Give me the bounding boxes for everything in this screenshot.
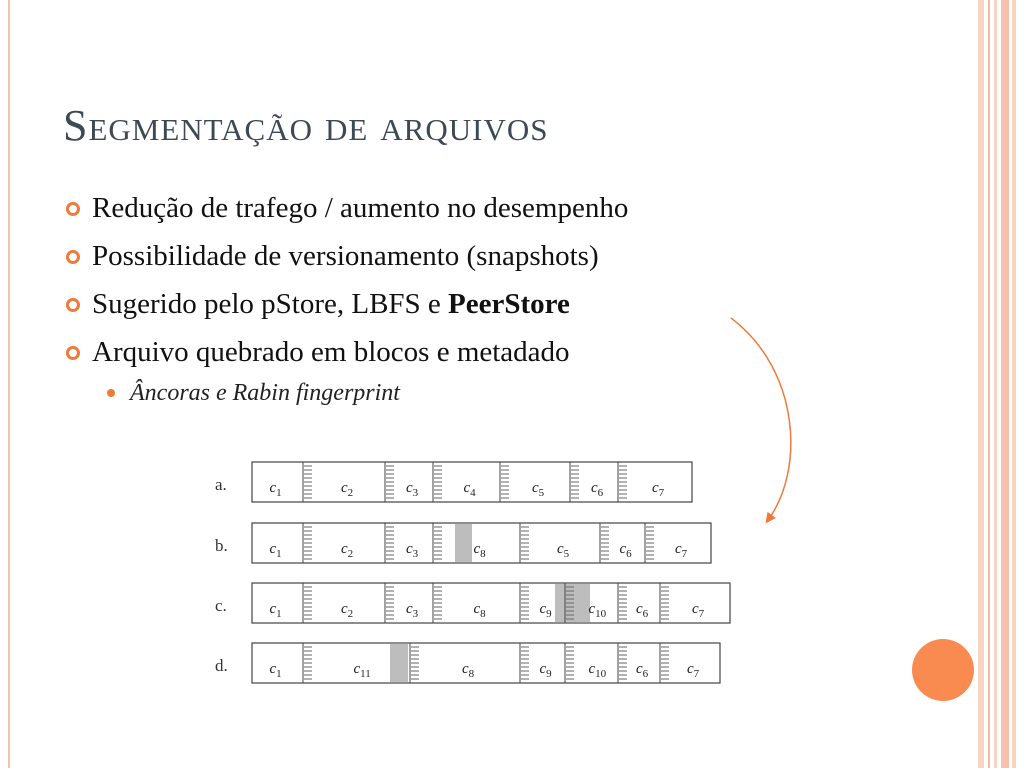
chunk-label: $c_7$ — [692, 601, 705, 620]
chunk-subscript: 2 — [347, 548, 354, 560]
chunk-label: $c_5$ — [532, 480, 545, 499]
changed-region-shade — [390, 644, 408, 682]
chunk-label: $c_8$ — [462, 661, 475, 680]
slide-title: Segmentação de arquivos — [63, 101, 549, 150]
chunk-subscript: 2 — [347, 487, 354, 499]
chunk-label: $c_6$ — [619, 541, 632, 560]
chunk-label: $c_1$ — [269, 541, 282, 560]
chunk-label: $c_9$ — [539, 661, 552, 680]
chunk-label: $c_{10}$ — [588, 661, 607, 680]
chunk-label: $c_3$ — [406, 601, 419, 620]
chunk-label: $c_4$ — [463, 480, 476, 499]
chunk-subscript: 9 — [546, 608, 552, 620]
chunk-label: $c_2$ — [341, 601, 354, 620]
row-frame — [252, 583, 730, 623]
chunk-label: $c_6$ — [636, 601, 649, 620]
peerstore-bold-text: PeerStore — [448, 288, 570, 320]
chunk-subscript: 7 — [693, 668, 700, 680]
chunk-label: $c_1$ — [269, 480, 282, 499]
chunk-label: $c_3$ — [406, 541, 419, 560]
chunk-subscript: 5 — [563, 548, 570, 560]
chunk-label: $c_6$ — [591, 480, 604, 499]
chunk-label: $c_2$ — [341, 480, 354, 499]
chunk-subscript: 3 — [412, 487, 419, 499]
row-frame — [252, 643, 720, 683]
chunk-subscript: 6 — [626, 548, 632, 560]
diagram-row — [215, 583, 730, 623]
bullet-text: Arquivo quebrado em blocos e metadado — [92, 336, 570, 368]
chunk-subscript: 6 — [642, 608, 649, 620]
chunk-subscript: 10 — [595, 668, 607, 680]
chunk-label: $c_7$ — [652, 480, 665, 499]
chunk-subscript: 9 — [546, 668, 552, 680]
chunk-subscript: 1 — [276, 668, 282, 680]
decorative-orange-circle — [912, 639, 974, 701]
chunk-label: $c_8$ — [473, 541, 486, 560]
chunk-label: $c_1$ — [269, 601, 282, 620]
row-label: a. — [215, 475, 227, 494]
chunk-subscript: 1 — [276, 548, 282, 560]
changed-region-shade — [455, 524, 472, 562]
chunk-label: $c_9$ — [539, 601, 552, 620]
chunk-subscript: 1 — [276, 487, 282, 499]
chunk-subscript: 7 — [681, 548, 688, 560]
chunk-label: $c_2$ — [341, 541, 354, 560]
chunk-subscript: 11 — [360, 668, 371, 680]
chunk-subscript: 8 — [480, 548, 486, 560]
chunk-label: $c_5$ — [557, 541, 570, 560]
chunk-label: $c_{11}$ — [353, 661, 371, 680]
annotation-arrow — [731, 318, 791, 520]
chunk-label: $c_8$ — [473, 601, 486, 620]
row-label: d. — [215, 656, 228, 675]
chunk-subscript: 10 — [595, 608, 607, 620]
chunk-label: $c_1$ — [269, 661, 282, 680]
chunk-subscript: 8 — [468, 668, 475, 680]
chunk-label: $c_7$ — [675, 541, 688, 560]
chunk-subscript: 7 — [658, 487, 665, 499]
chunk-subscript: 8 — [480, 608, 486, 620]
bullet-text: Redução de trafego / aumento no desempenho — [92, 192, 629, 224]
chunk-subscript: 5 — [538, 487, 545, 499]
chunk-subscript: 1 — [276, 608, 282, 620]
diagram-row — [215, 643, 720, 683]
bullet-text-prefix: Sugerido pelo pStore, LBFS e — [92, 288, 449, 320]
chunk-subscript: 4 — [470, 487, 476, 499]
chunk-subscript: 6 — [642, 668, 649, 680]
sub-bullet-text: Âncoras e Rabin fingerprint — [130, 380, 400, 406]
chunk-subscript: 2 — [347, 608, 354, 620]
row-label: b. — [215, 536, 228, 555]
diagram-row — [215, 523, 711, 563]
bullet-text: Possibilidade de versionamento (snapshots) — [92, 240, 599, 272]
chunk-subscript: 3 — [412, 608, 419, 620]
chunk-subscript: 7 — [698, 608, 705, 620]
chunk-subscript: 3 — [412, 548, 419, 560]
chunk-label: $c_3$ — [406, 480, 419, 499]
chunk-label: $c_6$ — [636, 661, 649, 680]
chunk-subscript: 6 — [597, 487, 604, 499]
row-label: c. — [215, 596, 227, 615]
chunk-label: $c_{10}$ — [588, 601, 607, 620]
chunk-label: $c_7$ — [687, 661, 700, 680]
diagram-row — [215, 462, 692, 502]
